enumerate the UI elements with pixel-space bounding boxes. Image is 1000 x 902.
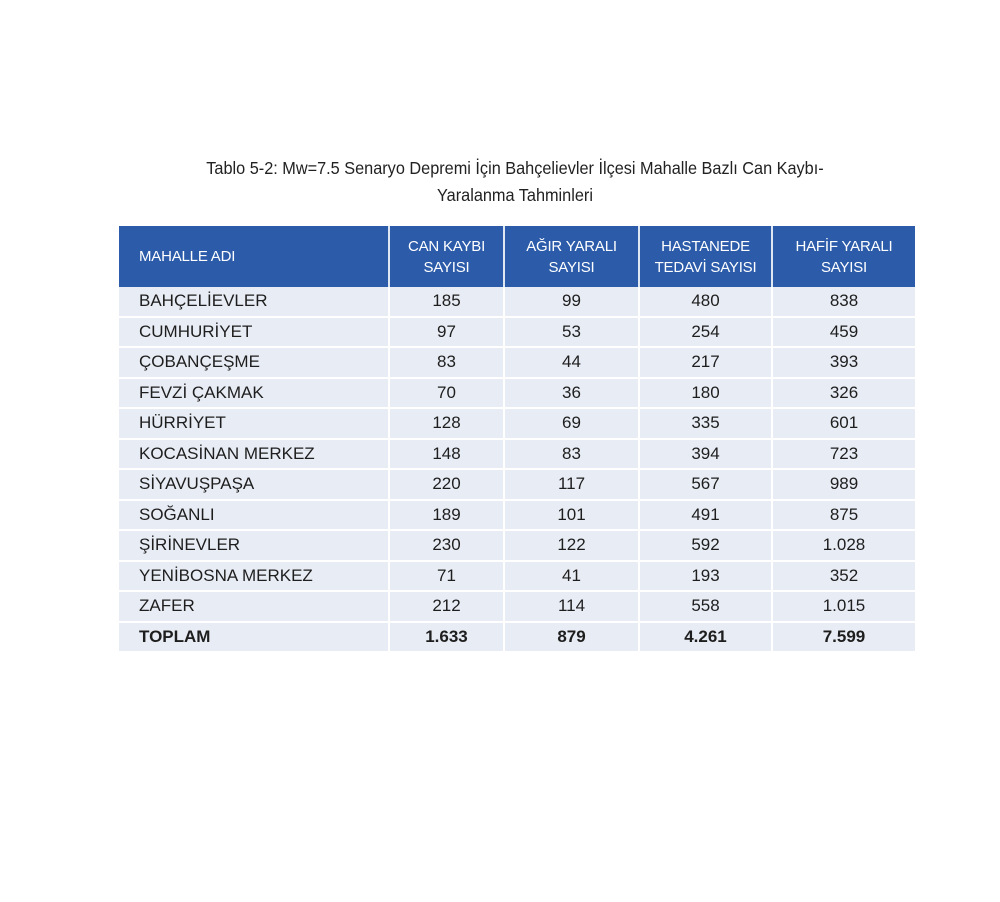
cell-can-kaybi: 212 [389,591,504,622]
total-row [119,622,915,652]
cell-can-kaybi: 185 [389,287,504,317]
table-row [119,408,915,439]
cell-can-kaybi: 230 [389,530,504,561]
cell-mahalle: CUMHURİYET [119,317,389,348]
table-row [119,439,915,470]
cell-can-kaybi: 97 [389,317,504,348]
table-row [119,500,915,531]
table-row [119,561,915,592]
cell-mahalle: ÇOBANÇEŞME [119,347,389,378]
cell-can-kaybi: 220 [389,469,504,500]
cell-agir-yarali: 41 [504,561,639,592]
table-row [119,530,915,561]
cell-hastanede: 592 [639,530,772,561]
header-hastanede-tedavi: HASTANEDE TEDAVİ SAYISI [639,226,772,287]
cell-can-kaybi: 148 [389,439,504,470]
cell-agir-yarali: 99 [504,287,639,317]
cell-hastanede: 193 [639,561,772,592]
cell-mahalle: SOĞANLI [119,500,389,531]
table-row [119,378,915,409]
cell-agir-yarali: 122 [504,530,639,561]
cell-hafif-yarali: 326 [772,378,915,409]
cell-hafif-yarali: 1.028 [772,530,915,561]
cell-hafif-yarali: 1.015 [772,591,915,622]
cell-hafif-yarali: 989 [772,469,915,500]
cell-agir-yarali: 36 [504,378,639,409]
cell-mahalle: KOCASİNAN MERKEZ [119,439,389,470]
cell-hafif-yarali: 459 [772,317,915,348]
cell-hastanede: 180 [639,378,772,409]
cell-hastanede: 558 [639,591,772,622]
cell-hastanede: 335 [639,408,772,439]
cell-agir-yarali: 114 [504,591,639,622]
cell-hastanede: 217 [639,347,772,378]
cell-can-kaybi: 70 [389,378,504,409]
cell-can-kaybi: 189 [389,500,504,531]
casualty-table [119,226,915,651]
cell-hastanede: 491 [639,500,772,531]
table-row [119,469,915,500]
table-row [119,591,915,622]
total-agir-yarali: 879 [504,622,639,652]
total-label: TOPLAM [119,622,389,652]
cell-hastanede: 254 [639,317,772,348]
cell-agir-yarali: 44 [504,347,639,378]
table-caption [129,155,901,209]
cell-can-kaybi: 83 [389,347,504,378]
cell-agir-yarali: 101 [504,500,639,531]
cell-hafif-yarali: 838 [772,287,915,317]
header-agir-yarali: AĞIR YARALI SAYISI [504,226,639,287]
total-hastanede: 4.261 [639,622,772,652]
cell-hastanede: 394 [639,439,772,470]
cell-hafif-yarali: 352 [772,561,915,592]
cell-mahalle: ŞİRİNEVLER [119,530,389,561]
cell-mahalle: SİYAVUŞPAŞA [119,469,389,500]
table-row [119,347,915,378]
cell-can-kaybi: 71 [389,561,504,592]
caption-line-1: Tablo 5-2: Mw=7.5 Senaryo Depremi İçin Bahçelievler İlçesi Mahalle Bazlı Can Kaybı- [206,158,824,178]
cell-agir-yarali: 117 [504,469,639,500]
cell-mahalle: ZAFER [119,591,389,622]
cell-hastanede: 480 [639,287,772,317]
cell-mahalle: YENİBOSNA MERKEZ [119,561,389,592]
caption-line-2: Yaralanma Tahminleri [437,185,593,205]
total-can-kaybi: 1.633 [389,622,504,652]
cell-mahalle: HÜRRİYET [119,408,389,439]
header-can-kaybi: CAN KAYBI SAYISI [389,226,504,287]
header-mahalle-adi: MAHALLE ADI [119,226,389,287]
cell-agir-yarali: 83 [504,439,639,470]
cell-hastanede: 567 [639,469,772,500]
cell-hafif-yarali: 393 [772,347,915,378]
total-hafif-yarali: 7.599 [772,622,915,652]
header-row [119,226,915,287]
cell-hafif-yarali: 601 [772,408,915,439]
cell-agir-yarali: 53 [504,317,639,348]
table-row [119,317,915,348]
cell-agir-yarali: 69 [504,408,639,439]
header-hafif-yarali: HAFİF YARALI SAYISI [772,226,915,287]
cell-can-kaybi: 128 [389,408,504,439]
cell-mahalle: FEVZİ ÇAKMAK [119,378,389,409]
cell-hafif-yarali: 723 [772,439,915,470]
cell-hafif-yarali: 875 [772,500,915,531]
cell-mahalle: BAHÇELİEVLER [119,287,389,317]
table-row [119,287,915,317]
